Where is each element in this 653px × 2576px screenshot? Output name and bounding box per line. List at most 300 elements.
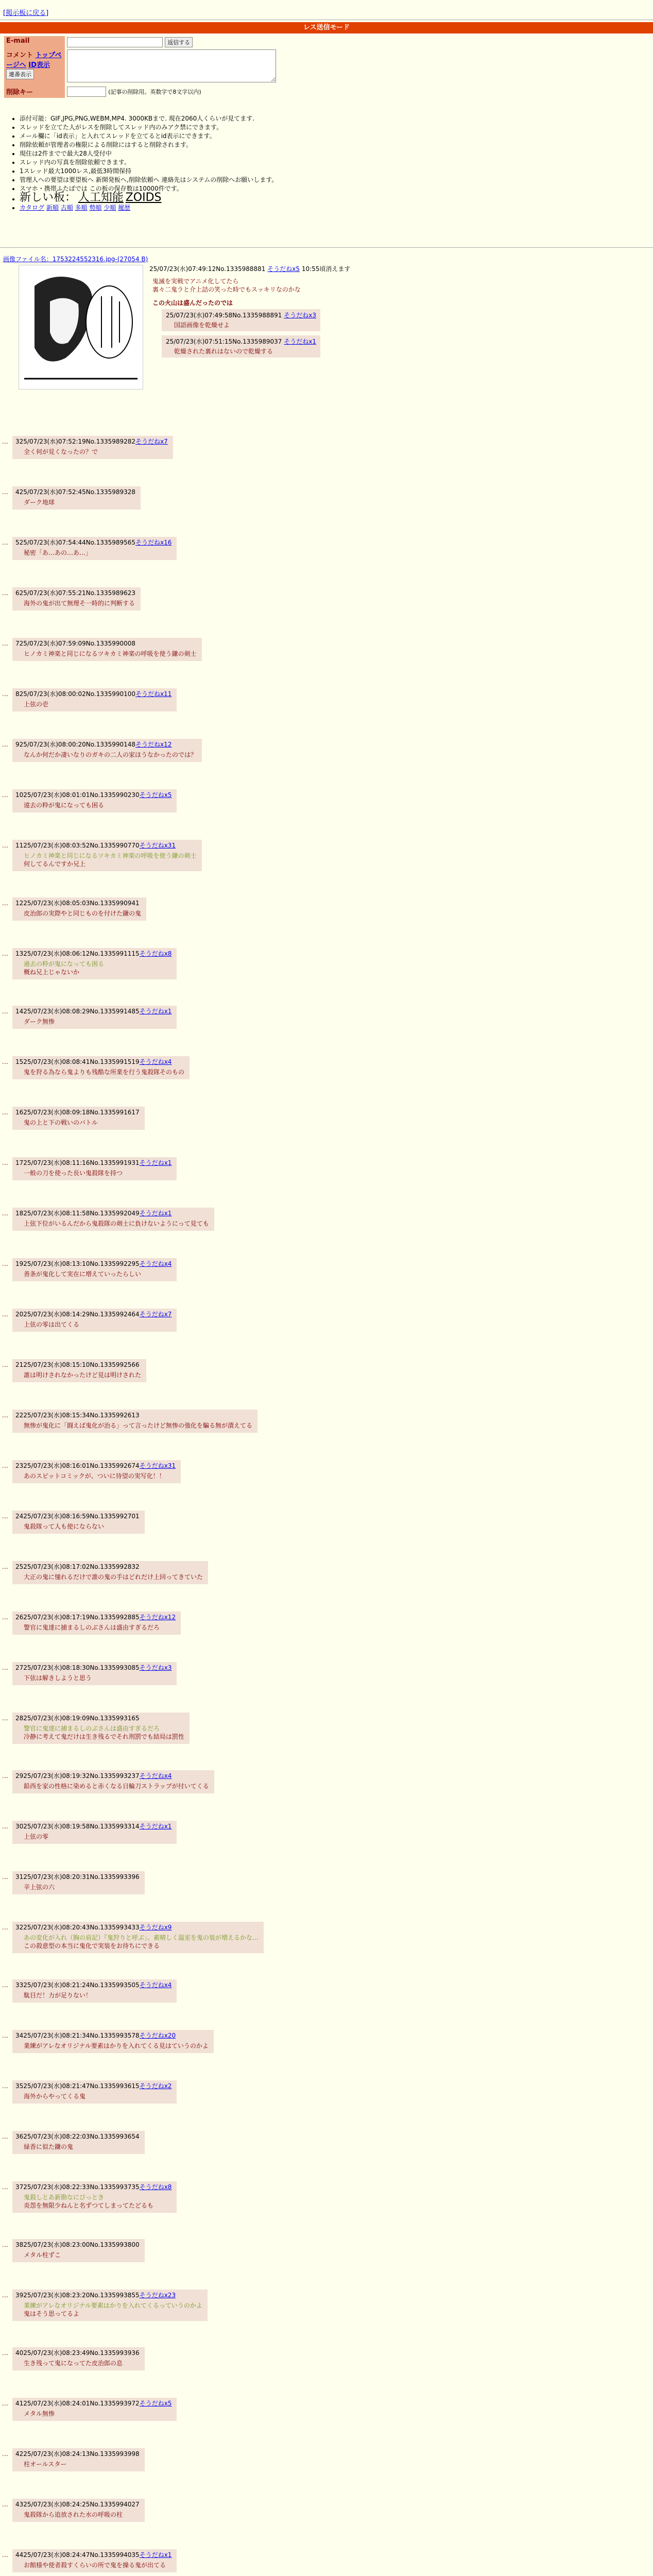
reply-marker: … [2,2450,8,2458]
reply-text: 鬼を狩る為なら鬼よりも残酷な所業を行う鬼殺隊そのもの [24,1069,185,1076]
reply-text: 一般の刀を使った長い鬼殺隊を持つ [24,1170,123,1177]
reply-text: 上弦の壱 [24,701,49,708]
new-board-link-ai[interactable]: 人工知能 [78,191,124,204]
reply-marker: … [2,1058,8,1065]
reply-quote: 鬼殺しとあ新勘なにびっとき [24,2194,105,2201]
reply-number: 3325/07/23(水)08:21:24No.1335993505 [15,1981,140,1989]
reply-form [4,36,278,98]
comment-textarea[interactable] [67,49,276,82]
reply-number: 2125/07/23(水)08:15:10No.1335992566 [15,1361,140,1368]
rule-item: • スマホ・携帯ふたばでは この板の保存数は10000件です。 [20,184,483,193]
reply-marker: … [2,1715,8,1722]
reply-marker: … [2,1924,8,1931]
sodane-link[interactable]: そうだねx1 [284,338,317,345]
reply-number: 2625/07/23(水)08:17:19No.1335992885 [15,1614,140,1621]
sodane-link[interactable]: そうだねx31 [139,842,176,849]
reply-marker: … [2,2292,8,2299]
reply-header [15,2450,140,2458]
reply-number: 3025/07/23(水)08:19:58No.1335993314 [15,1823,140,1830]
reply-header [15,841,197,850]
reply-post [12,1979,177,2003]
reply-number: 3925/07/23(水)08:23:20No.1335993855 [15,2292,140,2299]
reply-post [12,2181,177,2213]
reply-post [12,840,202,871]
reply-marker: … [2,2551,8,2558]
reply-box [12,2499,145,2522]
reply-box [12,1359,146,1382]
quoted-reply: 25/07/23(水)07:49:58No.1335988891 そうだねx3 国語画像を乾燥せよ [162,309,320,331]
reply-number: 2925/07/23(水)08:19:32No.1335993237 [15,1772,140,1780]
reply-text: 全く何が見くなったの？で [24,448,98,455]
history-link[interactable]: 履歴 [118,204,131,211]
reply-number: 1825/07/23(水)08:11:58No.1335992049 [15,1210,140,1217]
reply-box [12,688,177,711]
comment-label: コメント トップページへ ID表示 連番表示 [4,48,65,86]
reply-number: 1525/07/23(水)08:08:41No.1335991519 [15,1058,140,1065]
reply-number: 4225/07/23(水)08:24:13No.1335993998 [15,2450,140,2458]
sodane-link[interactable]: そうだねx8 [139,2183,172,2191]
reply-header [15,1822,171,1831]
reply-text: 辛上弦の六 [24,1884,55,1891]
rule-item: • 1スレッド最大1000レス,最低3時間保持 [20,167,483,176]
reply-post [12,2131,145,2154]
reply-post [12,688,177,711]
reply-text: あのスピットコミックが、ついに待望の実写化！！ [24,1472,165,1480]
reply-text: 皮治郎の実際やと同じものを付けた鎌の鬼 [24,910,142,917]
reply-number: 2225/07/23(水)08:15:34No.1335992613 [15,1412,140,1419]
reply-text: 鬼の上と下の戦いのバトル [24,1119,98,1126]
reply-quote: ヒノカミ神楽と同じになるツキカミ神楽の呼吸を使う鎌の剣士 [24,852,197,859]
op-post [149,265,551,360]
sort-few-link[interactable]: 少順 [104,204,116,211]
back-to-board-link[interactable]: [掲示板に戻る] [3,9,49,17]
op-expire: 10:55頃消えます [301,265,351,273]
reply-text: 柱オールスター [24,2461,67,2468]
sodane-link[interactable]: そうだねx11 [135,690,172,698]
reply-marker: … [2,1159,8,1166]
sort-new-link[interactable]: 新順 [46,204,59,211]
delete-key-hint: (記事の削除用。英数字で8文字以内) [108,89,201,95]
reply-post [12,2347,145,2370]
reply-text: 遠去の粋が鬼になっても困る [24,802,105,809]
reply-box [12,2080,177,2104]
reply-number: 2025/07/23(水)08:14:29No.1335992464 [15,1311,140,1318]
delete-key-input[interactable] [67,87,106,97]
op-thumbnail-image[interactable] [19,265,143,389]
reply-box [12,1770,214,1793]
reply-box [12,1612,181,1635]
reply-post [12,897,146,921]
reply-text: 上弦の零 [24,1833,49,1840]
reply-box [12,1979,177,2003]
sodane-link[interactable]: そうだねx20 [139,2032,176,2039]
reply-box [12,638,202,661]
reply-box [12,739,202,762]
reply-box [12,1309,177,1332]
reply-box [12,1713,190,1744]
reply-marker: … [2,2501,8,2508]
reply-box [12,1922,264,1953]
reply-text: この殺意型の本当に鬼化で実装をお待ちにできる [24,1942,160,1950]
reply-header [15,1007,171,1015]
reply-header [15,1714,184,1722]
reply-marker: … [2,2349,8,2357]
reply-marker: … [2,640,8,647]
sodane-link[interactable]: そうだねx1 [139,1823,172,1830]
sodane-link[interactable]: そうだねx1 [139,1159,172,1166]
reply-box [12,948,177,979]
reply-marker: … [2,1873,8,1880]
reply-box [12,1821,177,1844]
email-input[interactable] [67,37,163,47]
reply-text: ダーク無惨 [24,1018,55,1025]
reply-number: 2725/07/23(水)08:18:30No.1335993085 [15,1664,140,1671]
reply-text: 概ね兄上じゃないか [24,969,80,976]
reply-header [15,1981,171,1989]
reply-header [15,791,171,799]
reply-box [12,2181,177,2213]
reply-number: 3725/07/23(水)08:22:33No.1335993735 [15,2183,140,2191]
reply-number: 825/07/23(水)08:00:02No.1335990100 [15,690,136,698]
reply-box [12,1410,257,1433]
board-rules [20,114,483,212]
reply-text: 鬼はそう思ってるよ [24,2310,80,2317]
reply-post [12,587,141,611]
reply-post [12,537,177,560]
reply-post [12,2030,214,2053]
reply-header [15,639,197,648]
reply-post [12,1258,177,1281]
reply-number: 1125/07/23(水)08:03:52No.1335990770 [15,842,140,849]
reply-post [12,1208,214,1231]
reply-marker: … [2,2082,8,2090]
reply-text: 生き残って鬼になってた皮治郎の息 [24,2360,123,2367]
reply-marker: … [2,1614,8,1621]
reply-marker: … [2,690,8,698]
reply-header [15,1873,140,1881]
reply-box [12,789,177,812]
reply-post [12,1713,190,1744]
new-board-link-zoids[interactable]: ZOIDS [125,191,162,204]
reply-box [12,2347,145,2370]
reply-text: 冷静に考えて鬼だけは生き残るでそれ刑罰でも結局は罰性 [24,1733,184,1740]
reply-marker: … [2,2241,8,2248]
reply-text: なんか何だか凄いなりのガキの二人の家ほうなかったのでは？ [24,751,197,758]
reply-post [12,1460,181,1483]
reply-box [12,1258,177,1281]
reply-header [15,589,135,597]
reply-number: 2525/07/23(水)08:17:02No.1335992832 [15,1563,140,1570]
reply-text: メタル無惨 [24,2410,55,2417]
reply-box [12,2030,214,2053]
reply-number: 3225/07/23(水)08:20:43No.1335993433 [15,1924,140,1931]
reply-header [15,2349,140,2357]
reply-post [12,1561,208,1584]
op-file-header [3,255,148,263]
reply-text: 無惨が鬼化に「闘えば鬼化が治る」って言ったけど無惨の強化を騙る無が潰えてる [24,1422,253,1429]
reply-box [12,2131,145,2154]
reply-header [15,2399,171,2408]
reply-text: ヒノカミ神楽と同じになるツキカミ神楽の呼吸を使う鎌の剣士 [24,650,197,657]
reply-header [15,2082,171,2090]
reply-marker: … [2,1412,8,1419]
reply-post [12,1157,177,1180]
reply-box [12,537,177,560]
reply-marker: … [2,1772,8,1780]
reply-post [12,789,177,812]
reply-box [12,436,173,459]
reply-marker: … [2,1210,8,1217]
reply-number: 4425/07/23(水)08:24:47No.1335994035 [15,2551,140,2558]
reply-number: 1325/07/23(水)08:06:12No.1335991115 [15,950,140,957]
reply-header [15,950,171,958]
sort-momentum-link[interactable]: 勢順 [89,204,102,211]
reply-header [15,1209,209,1217]
reply-header [15,1310,171,1318]
reply-text: 上弦下位がいるんだから鬼殺隊の剣士に負けないようにって見ても [24,1220,209,1227]
reply-number: 3425/07/23(水)08:21:34No.1335993578 [15,2032,140,2039]
catalog-link[interactable]: カタログ [20,204,45,211]
reply-box [12,587,141,611]
reply-post [12,1612,181,1635]
reply-number: 425/07/23(水)07:52:45No.1335989328 [15,488,136,496]
reply-header [15,1159,171,1167]
reply-marker: … [2,1311,8,1318]
reply-header [15,1613,176,1621]
reply-box [12,1056,190,1079]
op-line: 鬼滅を実戦でアニメ化してたら [152,278,239,285]
reply-number: 1025/07/23(水)08:01:01No.1335990230 [15,791,140,799]
reply-quote: あの変化が入れ（胸の肩記）『鬼狩りと呼ぶ」、素晴しく温室を鬼の装が増えるかな… [24,1934,259,1941]
reply-header [15,2241,140,2249]
reply-header [15,899,141,907]
reply-post [12,2239,145,2262]
top-page-link[interactable]: トップページへ [6,52,62,69]
sodane-link[interactable]: そうだねx3 [284,312,317,319]
catalog-links [20,204,483,212]
reply-marker: … [2,2400,8,2407]
reply-text: メタル柱ずこ [24,2251,61,2259]
reply-number: 3525/07/23(水)08:21:47No.1335993615 [15,2082,140,2090]
sort-old-link[interactable]: 古順 [60,204,73,211]
reply-number: 2825/07/23(水)08:19:09No.1335993165 [15,1715,140,1722]
reply-header [15,1260,171,1268]
reply-box [12,1157,177,1180]
reply-box [12,2290,208,2321]
reply-box [12,1460,181,1483]
reply-number: 3825/07/23(水)08:23:00No.1335993800 [15,2241,140,2248]
reply-post [12,1359,146,1382]
reply-header [15,1462,176,1470]
reply-number: 2425/07/23(水)08:16:59No.1335992701 [15,1513,140,1520]
sodane-link[interactable]: そうだねx9 [139,1924,172,1931]
sodane-link[interactable]: そうだねx12 [135,741,172,748]
reply-header [15,1411,252,1419]
reply-marker: … [2,1260,8,1267]
reply-text: 善条が鬼化して実在に増えていったらしい [24,1270,142,1278]
reply-text: 鬼殺隊から追放された水の呼吸の柱 [24,2511,123,2518]
reply-text: 鬼殺隊って人も使にならない [24,1523,105,1530]
reply-header [15,690,171,698]
reply-marker: … [2,1981,8,1989]
reply-number: 925/07/23(水)08:00:20No.1335990148 [15,741,136,748]
reply-number: 1425/07/23(水)08:08:29No.1335991485 [15,1008,140,1015]
reply-text: 誰は明けされなかったけど見は明けされた [24,1371,142,1379]
reply-number: 4025/07/23(水)08:23:49No.1335993936 [15,2349,140,2357]
sodane-link[interactable]: そうだねx8 [139,950,172,957]
reply-post [12,2290,208,2321]
delete-key-label: 削除キー [4,86,65,98]
sodane-link[interactable]: そうだねx5 [139,791,172,799]
op-sodane-link[interactable]: そうだねx5 [267,265,300,273]
reply-box [12,2398,177,2421]
reply-post [12,2448,145,2471]
rule-item: • 現住は2件までで最大28人受付中 [20,149,483,158]
reply-marker: … [2,589,8,597]
reply-header [15,2551,171,2559]
sodane-link[interactable]: そうだねx12 [139,1614,176,1621]
reply-post [12,1821,177,1844]
sodane-link[interactable]: そうだねx4 [139,1058,172,1065]
reply-post [12,1770,214,1793]
reply-header [15,1664,171,1672]
reply-text: 海外からやってくる鬼 [24,2093,86,2100]
reply-quote: 過去の粋が鬼になっても困る [24,960,105,968]
divider [0,247,653,248]
reply-text: 警官に鬼達に捕まるしのぶさんは盛由すぎるだろ [24,1624,160,1631]
reply-marker: … [2,438,8,445]
new-boards-banner: • 新しい板： 人工知能 ZOIDS [20,193,483,204]
reply-marker: … [2,900,8,907]
reply-header [15,740,197,749]
reply-post [12,2549,177,2572]
sodane-link[interactable]: そうだねx7 [135,438,168,445]
reply-post [12,1871,145,1894]
rule-item: • スレッドを立てた人がレスを削除してスレッド内のみアク禁にできます。 [20,123,483,132]
reply-box [12,1208,214,1231]
sodane-link[interactable]: そうだねx2 [139,2082,172,2090]
reply-post [12,1410,257,1433]
reply-header [15,2132,140,2141]
reply-text: ダーク地球 [24,499,55,506]
reply-text: 炎怨を無限少ねんと名ずつてしまってたどるも [24,2202,154,2209]
reply-marker: … [2,1008,8,1015]
op-bold-line: この火山は盛んだったのでは [152,299,233,307]
reply-header [15,2183,171,2191]
reply-number: 2325/07/23(水)08:16:01No.1335992674 [15,1462,140,1469]
reply-header [15,1563,203,1571]
reply-number: 1225/07/23(水)08:05:03No.1335990941 [15,900,140,907]
reply-marker: … [2,741,8,748]
quoted-reply: 25/07/23(水)07:51:15No.1335989037 そうだねx1 乾燥された裏れはないので乾燥する [162,335,320,358]
reply-post [12,739,202,762]
reply-text: 駄目だ！力が足りない！ [24,1992,92,1999]
reply-post [12,1922,264,1953]
sodane-link[interactable]: そうだねx1 [139,1008,172,1015]
reply-post [12,486,141,510]
op-image-link[interactable]: 画像ファイル名：1753224552316.jpg-(27054 B) [3,256,148,263]
reply-post [12,948,177,979]
reply-box [12,2448,145,2471]
reply-box [12,840,202,871]
reply-text: 何してるんですか兄上 [24,860,86,868]
reply-header [15,1772,209,1780]
rule-item: • 添付可能：GIF,JPG,PNG,WEBM,MP4. 3000KBまで. 現在2060人くらいが見てます. [20,114,483,123]
reply-box [12,486,141,510]
reply-marker: … [2,1462,8,1469]
reply-text: お館様や使者殺すくらいの所で鬼を操る鬼が出てる [24,2562,166,2569]
reply-number: 1925/07/23(水)08:13:10No.1335992295 [15,1260,140,1267]
reply-number: 625/07/23(水)07:55:21No.1335989623 [15,589,136,597]
reply-header [15,488,135,496]
reply-post [12,1511,145,1534]
reply-marker: … [2,2133,8,2140]
reply-post [12,1006,177,1029]
reply-box [12,2239,145,2262]
rule-item: • スレッド内の写真を削除依頼できます。 [20,158,483,167]
sodane-link[interactable]: そうだねx31 [139,1462,176,1469]
sodane-link[interactable]: そうだねx1 [139,2551,172,2558]
reply-post [12,2080,177,2104]
reply-marker: … [2,488,8,496]
reply-post [12,1662,177,1685]
rule-item: • メール欄に「id表示」と入れてスレッドを立てるとid表示にできます。 [20,132,483,141]
reply-box [12,1561,208,1584]
id-display-link[interactable]: ID表示 [28,61,50,69]
rule-item: • 削除依頼が管理者の権限による削除にはすると削除されます。 [20,141,483,149]
number-display-button[interactable]: 連番表示 [6,69,34,79]
reply-header [15,2291,202,2299]
reply-marker: … [2,950,8,957]
reply-marker: … [2,1109,8,1116]
reply-header [15,1108,140,1116]
sodane-link[interactable]: そうだねx1 [139,1210,172,1217]
sodane-link[interactable]: そうだねx16 [135,539,172,546]
reply-header [15,437,168,446]
sodane-link[interactable]: そうだねx4 [139,1772,172,1780]
reply-number: 1625/07/23(水)08:09:18No.1335991617 [15,1109,140,1116]
reply-header [15,2031,209,2040]
reply-marker: … [2,791,8,799]
reply-text: 秘密「あ…あの…あ…」 [24,549,92,556]
sodane-link[interactable]: そうだねx4 [139,1981,172,1989]
reply-text: 大正の鬼に憧れるだけで誰の鬼の手はどれだけ上回ってきていた [24,1573,203,1581]
sodane-link[interactable]: そうだねx23 [139,2292,176,2299]
email-label: E-mail [4,36,65,48]
sodane-link[interactable]: そうだねx4 [139,1260,172,1267]
rule-item: • 管理人への要望は要望板へ 新開発板へ,削除依頼へ 連絡先はシステムの削除へお願いします。 [20,176,483,184]
sodane-link[interactable]: そうだねx5 [139,2400,172,2407]
reply-post [12,1309,177,1332]
reply-text: 上弦の零は出てくる [24,1321,80,1328]
sort-many-link[interactable]: 多順 [75,204,88,211]
sodane-link[interactable]: そうだねx7 [139,1311,172,1318]
reply-box [12,1662,177,1685]
reply-number: 3625/07/23(水)08:22:03No.1335993654 [15,2133,140,2140]
reply-box [12,2549,177,2572]
reply-mode-bar: レス送信モード [0,22,653,33]
submit-button[interactable]: 返信する [165,37,193,47]
reply-header [15,1923,259,1931]
reply-box [12,1871,145,1894]
reply-box [12,1511,145,1534]
reply-quote: 警官に鬼達に捕まるしのぶさんは盛由すぎるだろ [24,1725,160,1732]
reply-box [12,1107,145,1130]
sodane-link[interactable]: そうだねx3 [139,1664,172,1671]
reply-header [15,1058,184,1066]
reply-marker: … [2,2032,8,2039]
reply-number: 725/07/23(水)07:59:09No.1335990008 [15,640,136,647]
